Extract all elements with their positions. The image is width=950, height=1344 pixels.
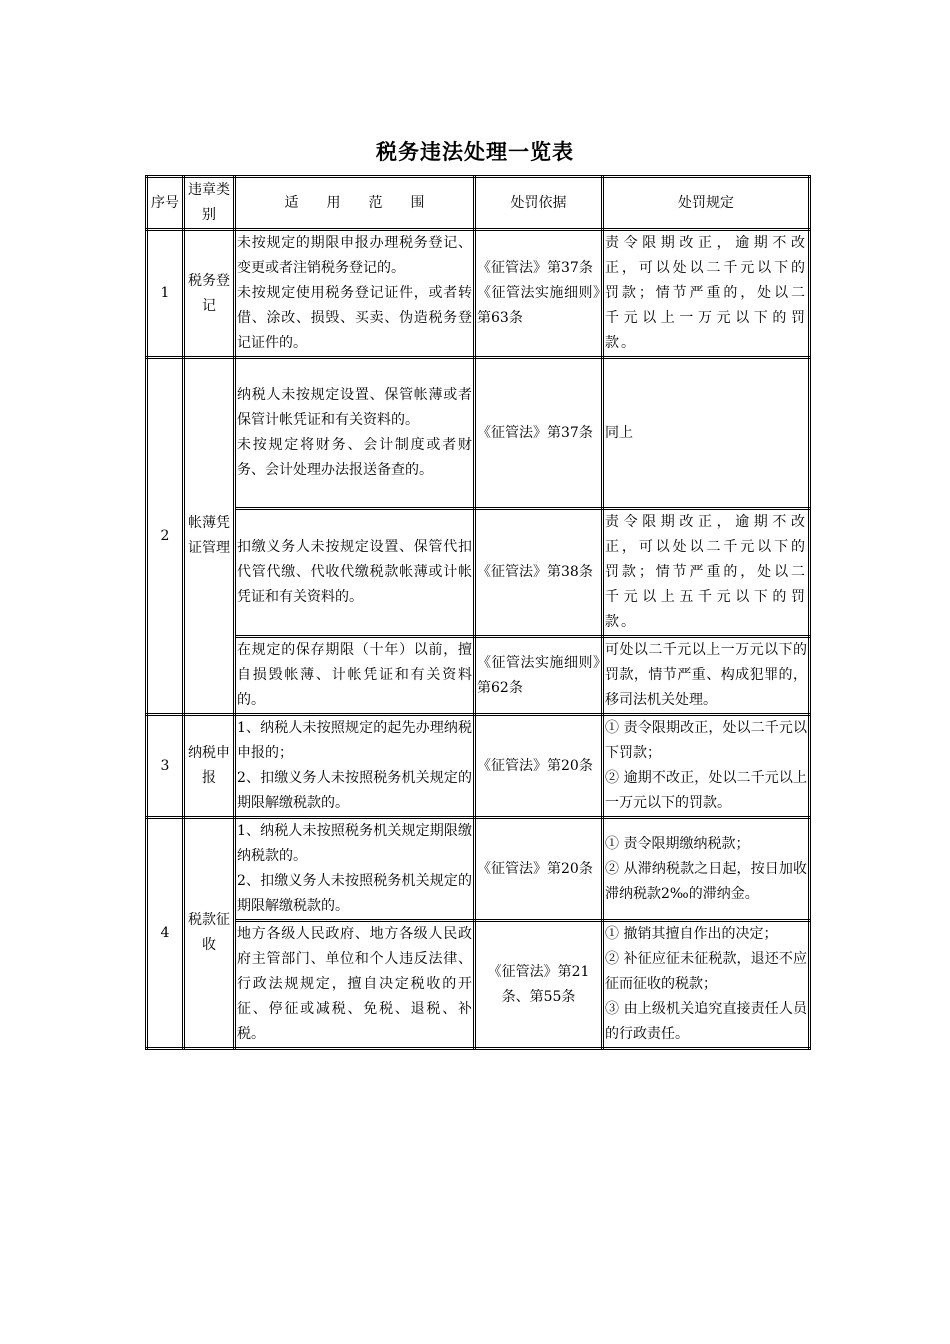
row-category: 税款征收 [184, 818, 235, 1049]
header-rule: 处罚规定 [603, 177, 810, 230]
rule-text: ③ 由上级机关追究直接责任人员的行政责任。 [605, 1001, 807, 1042]
row-seq: 3 [147, 715, 184, 818]
rule-text: ① 责令限期改正，处以二千元以下罚款； [605, 720, 807, 761]
scope-cell [235, 921, 475, 1049]
violations-table [145, 175, 811, 1050]
scope-text: 地方各级人民政府、地方各级人民政府主管部门、单位和个人违反法律、行政法规规定，擅自决定税收的开征、停征或减税、免税、退税、补税。 [237, 926, 472, 1042]
header-row [147, 177, 810, 230]
basis-cell [475, 818, 603, 921]
basis-text: 《征管法》第20条 [477, 860, 593, 877]
header-seq: 序号 [147, 177, 184, 230]
row-category: 税务登记 [184, 230, 235, 358]
scope-text: 未按规定使用税务登记证件，或者转借、涂改、损毁、买卖、伪造税务登记证件的。 [237, 285, 472, 351]
row-category: 纳税申报 [184, 715, 235, 818]
header-basis: 处罚依据 [475, 177, 603, 230]
basis-cell [475, 921, 603, 1049]
rule-text: ② 补征应征未征税款，退还不应征而征收的税款； [605, 951, 807, 992]
table-row [147, 358, 810, 509]
rule-cell [603, 509, 810, 637]
rule-text: 责令限期改正，逾期不改正，可以处以二千元以下的罚款；情节严重的，处以二千元以上一万元以下的罚款。 [605, 235, 807, 351]
basis-cell [475, 358, 603, 509]
header-scope: 适 用 范 围 [235, 177, 475, 230]
scope-cell [235, 637, 475, 715]
basis-cell [475, 637, 603, 715]
scope-text: 未按规定的期限申报办理税务登记、变更或者注销税务登记的。 [237, 235, 472, 276]
row-seq: 1 [147, 230, 184, 358]
basis-text: 《征管法》第37条 [477, 424, 593, 441]
rule-cell [603, 230, 810, 358]
rule-text: ① 责令限期缴纳税款； [605, 835, 750, 852]
table-row [147, 637, 810, 715]
scope-text: 2、扣缴义务人未按照税务机关规定的期限解缴税款的。 [237, 873, 472, 914]
table-row [147, 818, 810, 921]
basis-cell [475, 230, 603, 358]
basis-text: 《征管法》第37条 [477, 260, 593, 276]
scope-cell [235, 230, 475, 358]
rule-cell [603, 921, 810, 1049]
scope-text: 纳税人未按规定设置、保管帐薄或者保管计帐凭证和有关资料的。 [237, 387, 472, 428]
row-seq: 4 [147, 818, 184, 1049]
header-category: 违章类别 [184, 177, 235, 230]
table-row [147, 715, 810, 818]
rule-cell [603, 637, 810, 715]
rule-text: 同上 [605, 424, 633, 441]
rule-text: 责令限期改正，逾期不改正，可以处以二千元以下的罚款；情节严重的，处以二千元以上五千元以下的罚款。 [605, 514, 807, 630]
basis-text: 《征管法实施细则》第63条 [477, 285, 600, 326]
scope-text: 在规定的保存期限（十年）以前，擅自损毁帐薄、计帐凭证和有关资料的。 [237, 642, 472, 708]
rule-text: 可处以二千元以上一万元以下的罚款，情节严重、构成犯罪的，移司法机关处理。 [605, 642, 807, 708]
table-row [147, 509, 810, 637]
scope-cell [235, 818, 475, 921]
basis-cell [475, 509, 603, 637]
scope-text: 未按规定将财务、会计制度或者财务、会计处理办法报送备查的。 [237, 437, 472, 478]
rule-text: ② 逾期不改正，处以二千元以上一万元以下的罚款。 [605, 770, 807, 811]
page-title: 税务违法处理一览表 [376, 139, 574, 164]
basis-text: 《征管法》第20条 [477, 757, 593, 774]
row-category: 帐薄凭证管理 [184, 358, 235, 715]
scope-text: 2、扣缴义务人未按照税务机关规定的期限解缴税款的。 [237, 770, 472, 811]
basis-text: 《征管法》第38条 [477, 564, 593, 580]
basis-text: 《征管法》第21条、第55条 [487, 963, 590, 1005]
rule-text: ① 撤销其擅自作出的决定； [605, 926, 778, 942]
scope-cell [235, 715, 475, 818]
rule-cell [603, 358, 810, 509]
scope-text: 1、纳税人未按照税务机关规定期限缴纳税款的。 [237, 823, 472, 864]
row-seq: 2 [147, 358, 184, 715]
rule-text: ② 从滞纳税款之日起，按日加收滞纳税款2‰的滞纳金。 [605, 860, 807, 902]
rule-cell [603, 818, 810, 921]
basis-cell [475, 715, 603, 818]
table-row [147, 921, 810, 1049]
table-row [147, 230, 810, 358]
scope-text: 1、纳税人未按照规定的起先办理纳税申报的； [237, 720, 472, 761]
scope-text: 扣缴义务人未按规定设置、保管代扣代管代缴、代收代缴税款帐薄或计帐凭证和有关资料的。 [237, 539, 472, 605]
rule-cell [603, 715, 810, 818]
scope-cell [235, 358, 475, 509]
scope-cell [235, 509, 475, 637]
basis-text: 《征管法实施细则》第62条 [477, 654, 600, 696]
